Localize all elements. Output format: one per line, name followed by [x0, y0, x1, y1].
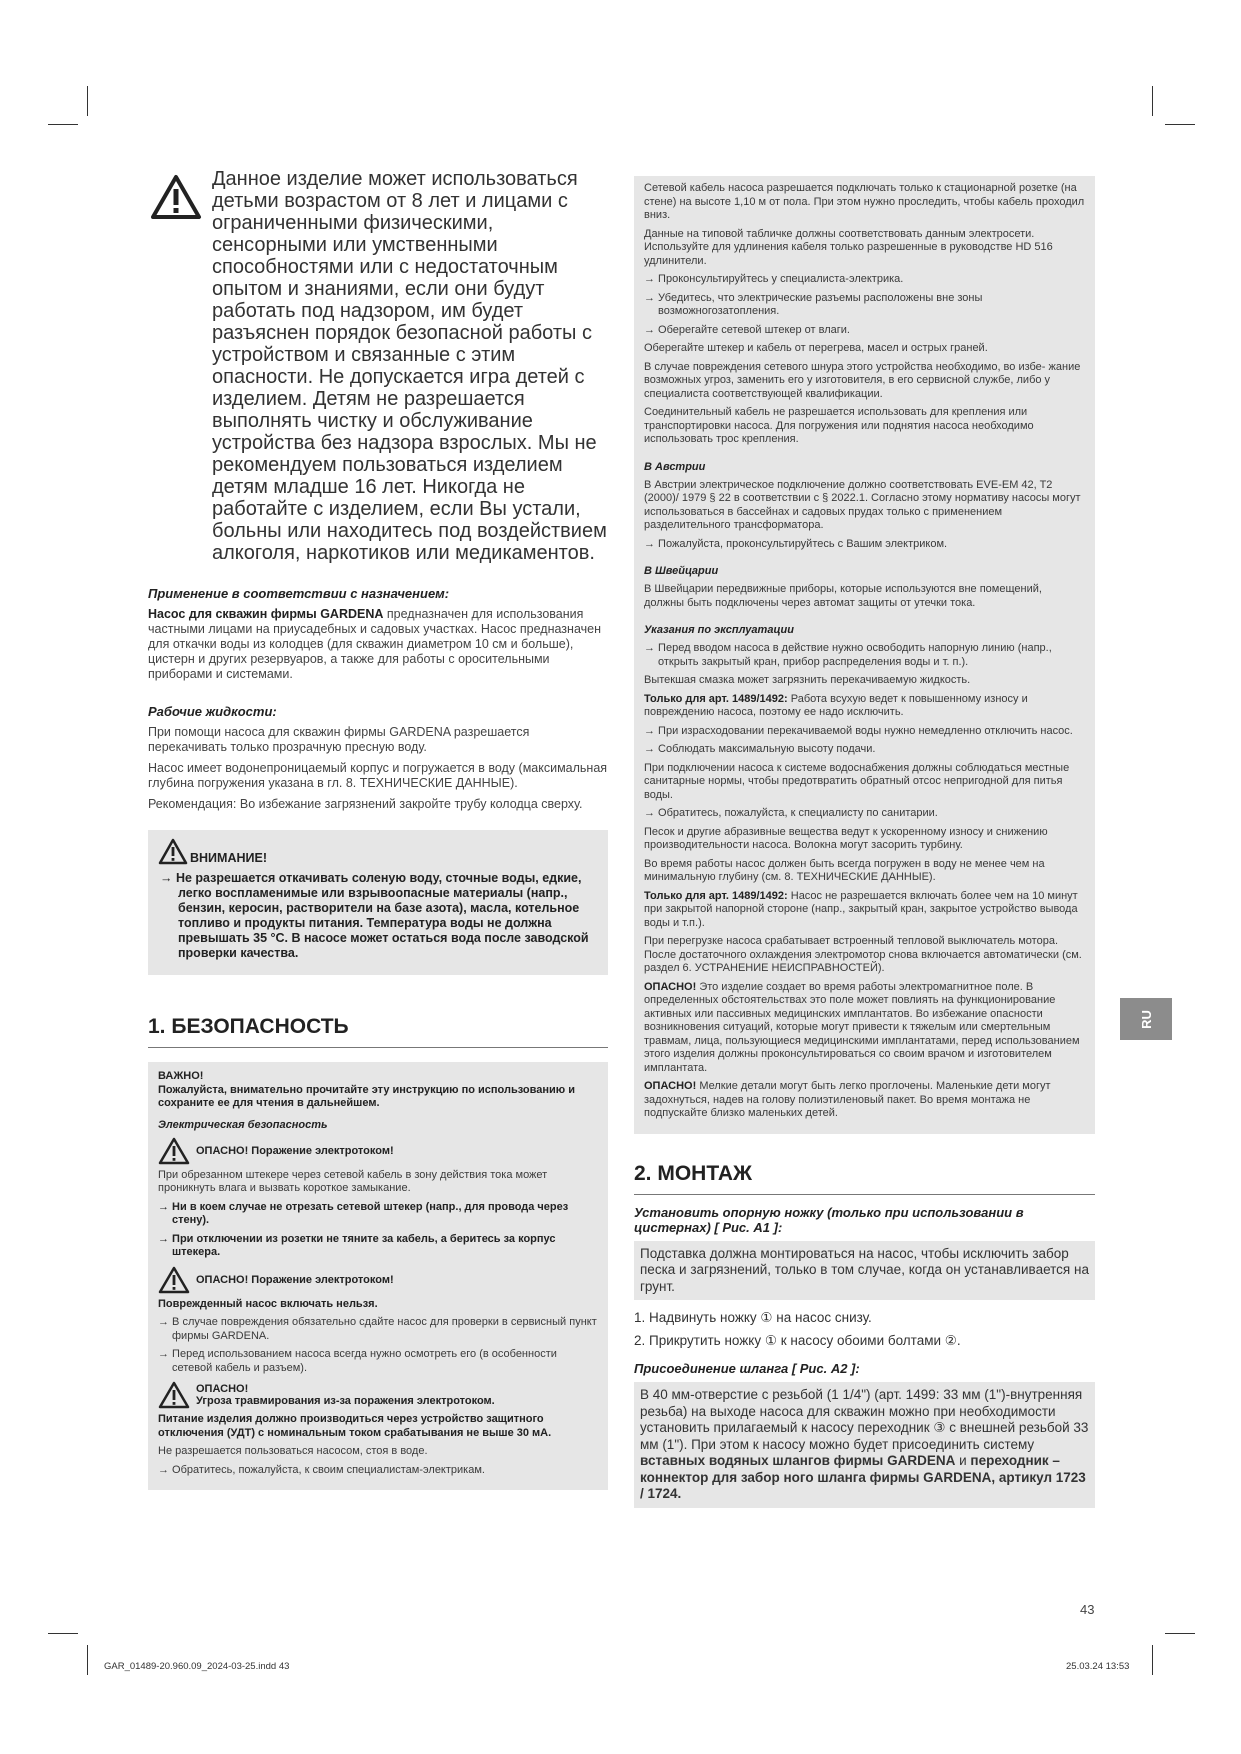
warning-triangle-icon: [150, 174, 202, 220]
right-column: [634, 176, 1095, 1508]
left-column: [148, 168, 608, 1490]
mount-sub1: Установить опорную ножку (только при использовании в цистернах) [ Рис. A1 ]:: [634, 1204, 1024, 1235]
danger-2-bold: Поврежденный насос включать нельзя.: [158, 1297, 378, 1310]
ops-b2-text: Насос не разрешается включать более чем на 10 минут при закрытой напорной стороне (напр., закрытый кран, закрытое устройство вывода воды и т.п.).: [644, 889, 1078, 929]
electrical-info-box: [634, 176, 1095, 1134]
mount-heading: 2. МОНТАЖ: [634, 1162, 1095, 1195]
swiss-text: В Швейцарии передвижные приборы, которые используются вне помещений, должны быть подключены через автомат защиты от утечки тока.: [644, 583, 1042, 609]
warning-triangle-icon: [158, 1381, 190, 1409]
ops-heading: Указания по эксплуатации: [644, 624, 794, 636]
crop-mark: [1165, 124, 1195, 125]
danger-electric-1: [158, 1137, 598, 1165]
purpose-lead: Насос для скважин фирмы GARDENA: [148, 607, 384, 621]
rb-p1: Сетевой кабель насоса разрешается подключать только к стационарной розетке (на стене) на высоте 1,10 м от пола. При этом нужно проследить, чтобы кабель проходил вниз.: [644, 182, 1085, 221]
crop-mark: [87, 86, 88, 116]
danger-electric-2: [158, 1266, 598, 1294]
crop-mark: [1152, 1645, 1153, 1675]
rb-p3: Оберегайте штекер и кабель от перегрева, масел и острых граней.: [644, 342, 988, 354]
mount-box2: [634, 1382, 1095, 1508]
intro-warning-text: Данное изделие может использоваться детьми возрастом от 8 лет и лицами с ограниченными физическими, сенсорными или умственными способностями или с недостаточным опытом и знаниями, если они будут работать под надзором, им будет разъяснен порядок безопасной работы с устройством и связанные с этим опасности. Не допускается игра детей с изделием. Детям не разрешается выполнять чистку и обслуживание устройства без надзора взрослых. Мы не рекомендуем пользоваться изделием детям младше 16 лет. Никогда не работайте с изделием, если Вы устали, больны или находитесь под воздействием алкоголя, наркотиков или медикаментов.: [212, 168, 607, 564]
danger-1-arrow-2: → При отключении из розетки не тяните за кабель, а беритесь за корпус штекера.: [158, 1232, 556, 1258]
crop-mark: [1152, 86, 1153, 116]
page-number: 43: [1080, 1602, 1095, 1617]
austria-text: В Австрии электрическое подключение должно соответствовать EVE-EM 42, T2 (2000)/ 1979 § 22 в соответствии с § 2022.1. Согласно этому нормативу насосы могут использоваться в бассейнах и садовых прудах только с применением разделительного трансформатора.: [644, 478, 1081, 531]
mount-box1: Подставка должна монтироваться на насос, чтобы исключить забор песка и загрязнений, только в том случае, когда он устанавливается на грунт.: [634, 1241, 1095, 1301]
ops-a4: → Обратитесь, пожалуйста, к специалисту по санитарии.: [644, 807, 938, 819]
austria-heading: В Австрии: [644, 460, 706, 473]
danger-small-parts-label: ОПАСНО!: [644, 1080, 697, 1092]
ops-p1: Вытекшая смазка может загрязнить перекачиваемую жидкость.: [644, 674, 971, 686]
ops-p3: Песок и другие абразивные вещества ведут к ускоренному износу и снижению производительности насоса. Волокна могут засорить турбину.: [644, 825, 1048, 851]
mount-step2: 2. Прикрутить ножку ① к насосу обоими болтами ②.: [634, 1332, 961, 1348]
purpose-heading: Применение в соответствии с назначением:: [148, 586, 450, 601]
attention-text: → Не разрешается откачивать соленую воду, сточные воды, едкие, легко воспламенимые или взрывоопасные материалы (напр., бензин, керосин, растворители на базе азота), масла, котельное топливо и продукты питания. Температура воды не должна превышать 35 °C. В насосе может остаться вода после заводской проверки качества.: [160, 871, 589, 960]
ops-p2: При подключении насоса к системе водоснабжения должны соблюдаться местные санитарные нормы, чтобы предотвратить обратный отсос непригодной для питья воды.: [644, 761, 1070, 801]
danger-2-arrow-1: → В случае повреждения обязательно сдайте насос для проверки в сервисный пункт фирмы GARDENA.: [158, 1316, 597, 1342]
mount-box2-and: и: [959, 1453, 967, 1468]
purpose-text: [148, 607, 608, 682]
ops-a2: → При израсходовании перекачиваемой воды нужно немедленно отключить насос.: [644, 724, 1073, 737]
warning-triangle-icon: [158, 1137, 190, 1165]
safety-box: [148, 1062, 608, 1490]
danger-1-text: При обрезанном штекере через сетевой кабель в зону действия тока может проникнуть влага и вызвать короткое замыкание.: [158, 1168, 548, 1194]
safety-heading: 1. БЕЗОПАСНОСТЬ: [148, 1015, 608, 1048]
danger-electric-3: [158, 1381, 598, 1409]
ops-b1: [644, 693, 1085, 720]
mount-box2-bold2: переходник – коннектор для забор ного шланга фирмы GARDENA, артикул 1723 / 1724.: [640, 1453, 1086, 1501]
danger-small-parts: [644, 1080, 1085, 1121]
attention-box: [148, 830, 608, 975]
crop-mark: [48, 1633, 78, 1634]
rb-p5: Соединительный кабель не разрешается использовать для крепления или транспортировки насоса. Для погружения или поднятия насоса необходимо использовать трос крепления.: [644, 406, 1034, 445]
danger-emf: [644, 981, 1085, 1076]
ops-b2-label: Только для арт. 1489/1492:: [644, 889, 788, 902]
danger-1-title: ОПАСНО! Поражение электротоком!: [196, 1144, 394, 1157]
rb-p2: Данные на типовой табличке должны соответствовать данным электросети. Используйте для удлинения кабеля только разрешенные в руководстве HD 516 удлинители.: [644, 227, 1053, 267]
mount-sub2: Присоединение шланга [ Рис. A2 ]:: [634, 1361, 860, 1376]
crop-mark: [87, 1645, 88, 1675]
rb-p4: В случае повреждения сетевого шнура этого устройства необходимо, во избе- жание возможных угроз, заменить его у изготовителя, в его сервисной службе, либо у специалиста соответствующей квалификации.: [644, 360, 1081, 400]
danger-3-arrow: → Обратитесь, пожалуйста, к своим специалистам-электрикам.: [158, 1463, 485, 1476]
swiss-heading: В Швейцарии: [644, 565, 719, 577]
attention-label: ВНИМАНИЕ!: [190, 851, 267, 865]
language-tab-label: RU: [1138, 1009, 1154, 1029]
danger-3-title: ОПАСНО!: [196, 1383, 249, 1395]
rb-a1: → Проконсультируйтесь у специалиста-электрика.: [644, 273, 904, 285]
mount-box2-text: В 40 мм-отверстие с резьбой (1 1/4") (арт. 1499: 33 мм (1")-внутренняя резьба) на выходе насоса для скважин можно при необходимости установить прилагаемый к насосу переходник ③ с внешней резьбой 33 мм (1"). При этом к насосу можно будет присоединить систему: [640, 1387, 1089, 1452]
purpose-body: предназначен для использования частными лицами на приусадебных и садовых участках. Насос предназначен для откачки воды из колодцев (для скважин диаметром 10 см и больше), цистерн и других резервуаров, а также для работы с оросительными приборами и системами.: [148, 607, 601, 681]
danger-emf-label: ОПАСНО!: [644, 980, 697, 993]
ops-a1: → Перед вводом насоса в действие нужно освободить напорную линию (напр., открыть закрытый кран, прибор распределения воды и т. п.).: [644, 642, 1052, 668]
crop-mark: [48, 124, 78, 125]
rb-a2: → Убедитесь, что электрические разъемы расположены вне зоны возможногозатопления.: [644, 291, 983, 317]
ops-p5: При перегрузке насоса срабатывает встроенный тепловой выключатель мотора. После достаточного охлаждения электромотор снова включается автоматически (см. раздел 6. УСТРАНЕНИЕ НЕИСПРАВНОСТЕЙ).: [644, 935, 1082, 974]
attention-header: [158, 838, 598, 865]
danger-3-text: Не разрешается пользоваться насосом, стоя в воде.: [158, 1445, 428, 1457]
electrical-heading: Электрическая безопасность: [158, 1118, 328, 1131]
mount-box2-bold1: вставных водяных шлангов фирмы GARDENA: [640, 1453, 956, 1468]
footer-filename: GAR_01489-20.960.09_2024-03-25.indd 43: [104, 1661, 290, 1672]
important-text: Пожалуйста, внимательно прочитайте эту инструкцию по использованию и сохраните ее для чтения в дальнейшем.: [158, 1083, 575, 1109]
ops-b1-label: Только для арт. 1489/1492:: [644, 692, 788, 705]
warning-triangle-icon: [158, 838, 188, 865]
ops-b1-text: Работа всухую ведет к повышенному износу и повреждению насоса, поэтому ее надо исключить.: [644, 692, 1028, 718]
liquids-p1: При помощи насоса для скважин фирмы GARDENA разрешается перекачивать только прозрачную пресную воду.: [148, 725, 530, 754]
warning-triangle-icon: [158, 1266, 190, 1294]
liquids-p2: Насос имеет водонепроницаемый корпус и погружается в воду (максимальная глубина погружения указана в гл. 8. ТЕХНИЧЕСКИЕ ДАННЫЕ).: [148, 761, 608, 790]
footer-date: 25.03.24 13:53: [1066, 1661, 1130, 1672]
ops-b2: [644, 890, 1085, 931]
liquids-heading: Рабочие жидкости:: [148, 704, 277, 719]
crop-mark: [1165, 1633, 1195, 1634]
rb-a3: → Оберегайте сетевой штекер от влаги.: [644, 323, 850, 336]
intro-warning: [148, 168, 608, 564]
language-tab: [1120, 998, 1172, 1040]
danger-3-sub: Угроза травмирования из-за поражения электротоком.: [196, 1395, 495, 1407]
ops-a3: → Соблюдать максимальную высоту подачи.: [644, 743, 876, 755]
danger-emf-text: Это изделие создает во время работы электромагнитное поле. В определенных обстоятельствах это поле может повлиять на функционирование активных или пассивных медицинских имплантатов. Во избежание опасности возникновения ситуаций, которые могут привести к тяжелым или смертельным травмам, лица, пользующиеся медицинскими имплантатами, перед использованием этого изделия должны проконсультироваться со своим врачом и изготовителем имплантата.: [644, 980, 1080, 1074]
danger-2-title: ОПАСНО! Поражение электротоком!: [196, 1273, 394, 1286]
danger-2-arrow-2: → Перед использованием насоса всегда нужно осмотреть его (в особенности сетевой кабель и разъем).: [158, 1348, 557, 1374]
danger-small-parts-text: Мелкие детали могут быть легко проглочены. Маленькие дети могут задохнуться, надев на голову полиэтиленовый пакет. Во время монтажа не подпускайте близко маленьких детей.: [644, 1080, 1051, 1119]
important-label: ВАЖНО!: [158, 1070, 204, 1082]
liquids-p3: Рекомендация: Во избежание загрязнений закройте трубу колодца сверху.: [148, 797, 583, 811]
ops-p4: Во время работы насос должен быть всегда погружен в воду не менее чем на минимальную глубину (см. 8. ТЕХНИЧЕСКИЕ ДАННЫЕ).: [644, 857, 1045, 883]
danger-1-arrow-1: → Ни в коем случае не отрезать сетевой штекер (напр., для провода через стену).: [158, 1200, 569, 1226]
mount-step1: 1. Надвинуть ножку ① на насос снизу.: [634, 1310, 872, 1325]
danger-3-bold: Питание изделия должно производиться через устройство защитного отключения (УДТ) с номинальным током срабатывания не выше 30 мА.: [158, 1413, 552, 1439]
austria-arrow: → Пожалуйста, проконсультируйтесь с Вашим электриком.: [644, 537, 948, 550]
